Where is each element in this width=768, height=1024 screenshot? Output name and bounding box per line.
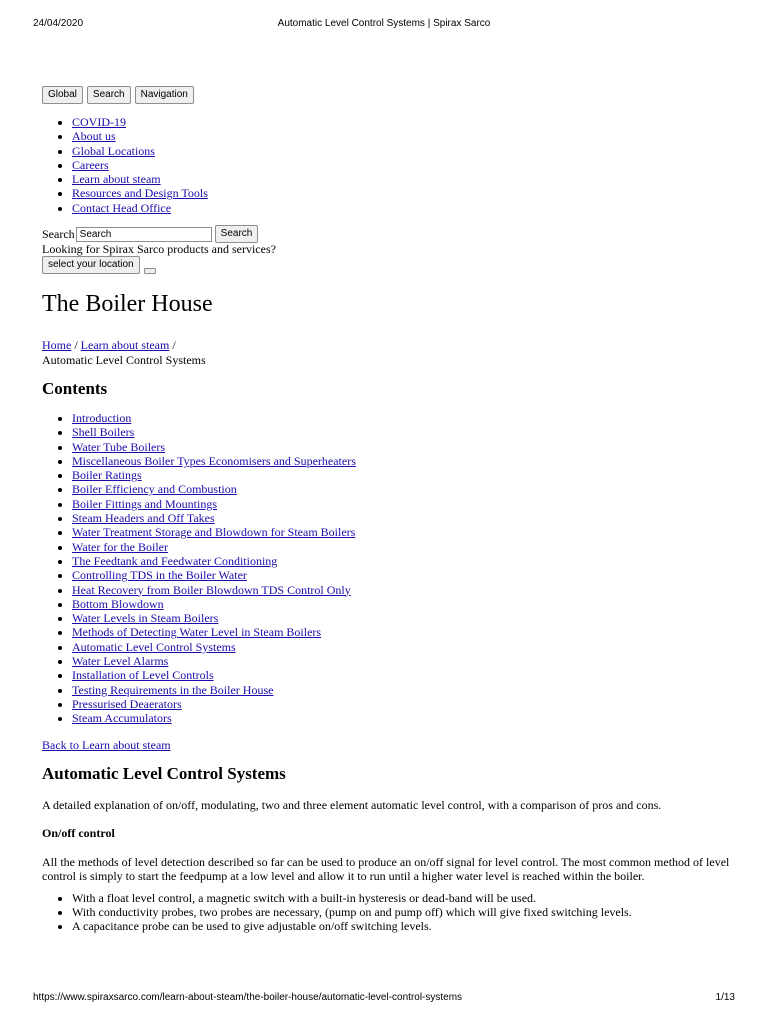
back-to-learn-link[interactable]: Back to Learn about steam <box>42 737 171 752</box>
breadcrumb-section-link[interactable]: Learn about steam <box>80 338 170 353</box>
contents-item <box>72 525 732 539</box>
nav-link-about[interactable]: About us <box>72 129 116 144</box>
print-date: 24/04/2020 <box>33 18 84 29</box>
contents-item <box>72 611 732 625</box>
search-input[interactable]: Search <box>76 227 212 242</box>
contents-link[interactable]: Controlling TDS in the Boiler Water <box>72 568 247 583</box>
contents-link[interactable]: Automatic Level Control Systems <box>72 639 236 654</box>
contents-list <box>42 411 732 726</box>
nav-link-careers[interactable]: Careers <box>72 157 109 172</box>
article-intro: A detailed explanation of on/off, modulating, two and three element automatic level control, with a comparison of pros and cons. <box>42 797 662 812</box>
nav-item <box>72 115 732 129</box>
nav-link-resources[interactable]: Resources and Design Tools <box>72 186 208 201</box>
site-title: The Boiler House <box>42 291 213 318</box>
contents-link[interactable]: Installation of Level Controls <box>72 668 214 683</box>
contents-link[interactable]: Water for the Boiler <box>72 539 168 554</box>
global-button[interactable]: Global <box>42 86 83 104</box>
contents-link[interactable]: Water Levels in Steam Boilers <box>72 611 219 626</box>
contents-item <box>72 468 732 482</box>
contents-link[interactable]: Boiler Ratings <box>72 468 142 483</box>
contents-link[interactable]: Heat Recovery from Boiler Blowdown TDS Control Only <box>72 582 351 597</box>
contents-item <box>72 497 732 511</box>
contents-item <box>72 511 732 525</box>
nav-item <box>72 172 732 186</box>
location-go-button[interactable] <box>144 268 156 274</box>
search-label: Search <box>42 226 75 241</box>
breadcrumb <box>42 338 732 367</box>
contents-heading: Contents <box>42 378 108 398</box>
contents-item <box>72 440 732 454</box>
contents-item <box>72 482 732 496</box>
contents-item <box>72 668 732 682</box>
contents-link[interactable]: Steam Headers and Off Takes <box>72 511 215 526</box>
breadcrumb-separator: / <box>172 338 176 353</box>
bullet-item: • With a float level control, a magnetic switch with a built-in hysteresis or dead-band will be used. <box>72 891 732 905</box>
print-header <box>33 18 735 32</box>
contents-link[interactable]: Shell Boilers <box>72 425 135 440</box>
onoff-bullet-list <box>42 891 732 934</box>
nav-link-global-locations[interactable]: Global Locations <box>72 143 155 158</box>
contents-item <box>72 411 732 425</box>
bullet-item: • With conductivity probes, two probes are necessary, (pump on and pump off) which will give fixed switching levels. <box>72 905 732 919</box>
contents-item <box>72 597 732 611</box>
page-number: 1/13 <box>715 992 735 1003</box>
contents-link[interactable]: Water Tube Boilers <box>72 439 166 454</box>
search-bar <box>42 225 732 242</box>
contents-item <box>72 540 732 554</box>
contents-link[interactable]: Bottom Blowdown <box>72 596 164 611</box>
contents-link[interactable]: Boiler Fittings and Mountings <box>72 496 218 511</box>
page-content <box>42 86 732 934</box>
contents-link[interactable]: Water Level Alarms <box>72 654 169 669</box>
top-toolbar <box>42 86 732 104</box>
contents-item <box>72 425 732 439</box>
contents-item <box>72 683 732 697</box>
nav-item <box>72 201 732 215</box>
main-nav-list <box>42 115 732 215</box>
nav-link-learn-about-steam[interactable]: Learn about steam <box>72 172 161 187</box>
contents-item <box>72 554 732 568</box>
print-url: https://www.spiraxsarco.com/learn-about-steam/the-boiler-house/automatic-level-control-systems <box>33 992 463 1003</box>
contents-link[interactable]: Steam Accumulators <box>72 711 172 726</box>
print-page-title: Automatic Level Control Systems | Spirax Sarco <box>277 18 491 29</box>
contents-item <box>72 583 732 597</box>
navigation-button[interactable]: Navigation <box>135 86 194 104</box>
contents-link[interactable]: Boiler Efficiency and Combustion <box>72 482 237 497</box>
search-toggle-button[interactable]: Search <box>87 86 131 104</box>
breadcrumb-separator: / <box>74 338 78 353</box>
contents-link[interactable]: Testing Requirements in the Boiler House <box>72 682 274 697</box>
onoff-paragraph: All the methods of level detection described so far can be used to produce an on/off signal for level control. The most common method of level control is simply to start the feedpump at a low level and allow it to run until a higher water level is reached within the boiler. <box>42 855 730 884</box>
back-link-row <box>42 738 732 752</box>
contents-link[interactable]: Water Treatment Storage and Blowdown for Steam Boilers <box>72 525 356 540</box>
onoff-subheading: On/off control <box>42 826 115 841</box>
location-prompt: Looking for Spirax Sarco products and services? <box>42 242 276 257</box>
contents-link[interactable]: Introduction <box>72 410 132 425</box>
search-submit-button[interactable]: Search <box>215 225 259 243</box>
contents-item <box>72 454 732 468</box>
contents-link[interactable]: The Feedtank and Feedwater Conditioning <box>72 553 278 568</box>
article-title: Automatic Level Control Systems <box>42 763 286 783</box>
contents-item <box>72 625 732 639</box>
breadcrumb-home-link[interactable]: Home <box>42 338 72 353</box>
contents-item <box>72 711 732 725</box>
bullet-item: • A capacitance probe can be used to give adjustable on/off switching levels. <box>72 919 732 933</box>
location-selector <box>42 256 732 274</box>
contents-item <box>72 568 732 582</box>
print-footer <box>33 992 735 1006</box>
select-location-button[interactable]: select your location <box>42 256 140 274</box>
contents-item <box>72 697 732 711</box>
nav-item <box>72 186 732 200</box>
breadcrumb-current: Automatic Level Control Systems <box>42 352 206 367</box>
contents-link[interactable]: Miscellaneous Boiler Types Economisers and Superheaters <box>72 453 356 468</box>
nav-item <box>72 129 732 143</box>
contents-link[interactable]: Pressurised Deaerators <box>72 696 182 711</box>
nav-item <box>72 158 732 172</box>
nav-item <box>72 144 732 158</box>
contents-item <box>72 654 732 668</box>
nav-link-contact[interactable]: Contact Head Office <box>72 200 172 215</box>
contents-item <box>72 640 732 654</box>
nav-link-covid[interactable]: COVID-19 <box>72 115 126 129</box>
contents-link[interactable]: Methods of Detecting Water Level in Steam Boilers <box>72 625 322 640</box>
